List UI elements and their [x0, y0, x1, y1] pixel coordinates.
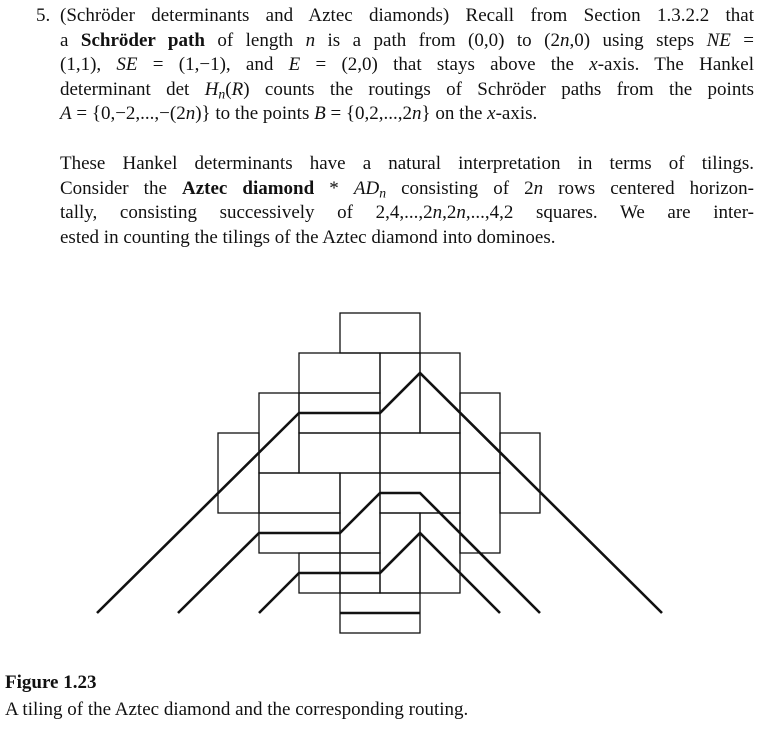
- problem-number: 5.: [36, 5, 51, 26]
- domino: [259, 473, 340, 513]
- problem-line: determinant $\det H_n(R)$ counts the routings of Schröder paths from the points: [60, 78, 754, 101]
- problem-text: [36, 4, 754, 127]
- paragraph-line: ested in counting the tilings of the Aztec diamond into dominoes.: [60, 226, 556, 248]
- problem-line: a Schröder path of length n is a path from (0,0) to (2n,0) using steps NE =: [60, 29, 755, 51]
- tiling-paragraph: [60, 152, 754, 250]
- domino: [340, 313, 420, 353]
- domino: [299, 353, 380, 393]
- domino-tiling: [218, 313, 540, 633]
- figure-label: Figure 1.23: [5, 672, 97, 693]
- domino: [299, 433, 380, 473]
- domino: [460, 473, 500, 553]
- paragraph-line: Consider the Aztec diamond * $AD_n$ consisting of 2n rows centered horizon-: [60, 177, 755, 200]
- domino: [380, 433, 460, 473]
- problem-line: (1,1), SE = (1,−1), and E = (2,0) that stays above the x-axis. The Hankel: [60, 54, 754, 75]
- paragraph-line: tally, consisting successively of 2,4,...,2n,2n,...,4,2 squares. We are inter-: [60, 202, 754, 223]
- aztec-diamond-figure: [0, 300, 759, 640]
- problem-5: [36, 4, 754, 127]
- problem-line: A = {0,−2,...,−(2n)} to the points B = {0,2,...,2n} on the x-axis.: [60, 103, 538, 124]
- paragraph-line: These Hankel determinants have a natural interpretation in terms of tilings.: [60, 153, 754, 174]
- problem-line: (Schröder determinants and Aztec diamonds) Recall from Section 1.3.2.2 that: [60, 5, 754, 26]
- figure-caption: A tiling of the Aztec diamond and the corresponding routing.: [5, 699, 469, 720]
